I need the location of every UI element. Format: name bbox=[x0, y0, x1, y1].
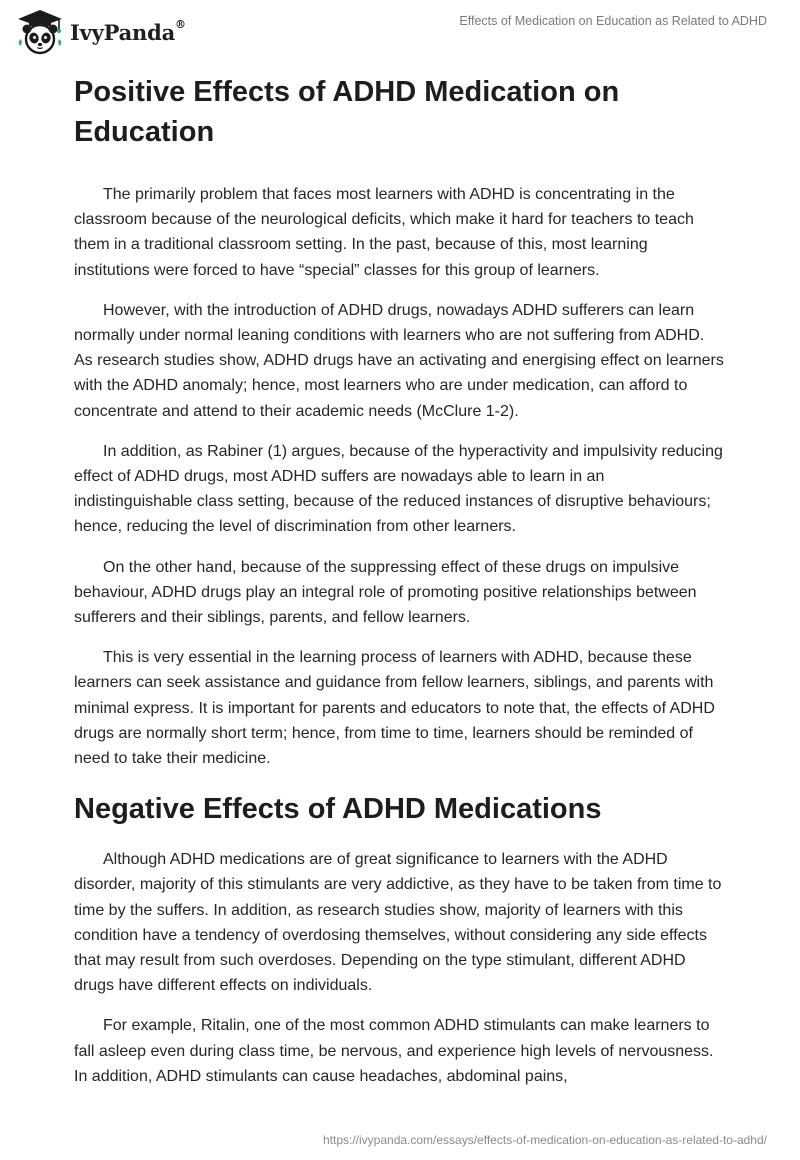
essay-body bbox=[74, 72, 724, 1104]
paragraph: The primarily problem that faces most learners with ADHD is concentrating in the classroom because of the neurological deficits, which make it hard for teachers to teach them in a traditional classroom setting. In the past, because of this, most learning institutions were forced to have “special” classes for this group of learners. bbox=[74, 186, 694, 279]
running-title: Effects of Medication on Education as Related to ADHD bbox=[459, 14, 767, 28]
paragraph: In addition, as Rabiner (1) argues, because of the hyperactivity and impulsivity reducing effect of ADHD drugs, most ADHD suffers are nowadays able to learn in an indistinguishable class setting, because of the reduced instances of disruptive behaviours; hence, reducing the level of discrimination from other learners. bbox=[74, 442, 723, 536]
brand-name: IvyPanda® bbox=[70, 17, 186, 45]
paragraph: This is very essential in the learning process of learners with ADHD, because these learners can seek assistance and guidance from fellow learners, siblings, and parents with minimal express. It is important for parents and educators to note that, the effects of ADHD drugs are normally short term; hence, from time to time, learners should be reminded of need to take their medicine. bbox=[74, 649, 715, 768]
paragraph: However, with the introduction of ADHD drugs, nowadays ADHD sufferers can learn normally under normal leaning conditions with learners who are not suffering from ADHD. As research studies show, ADHD drugs have an activating and energising effect on learners with the ADHD anomaly; hence, most learners who are under medication, can afford to concentrate and attend to their academic needs (McClure 1-2). bbox=[74, 301, 724, 420]
section-heading-positive-effects: Positive Effects of ADHD Medication on Education bbox=[74, 76, 620, 148]
panda-graduate-icon bbox=[14, 8, 66, 56]
page-header bbox=[0, 0, 800, 70]
paragraph: For example, Ritalin, one of the most common ADHD stimulants can make learners to fall asleep even during class time, be nervous, and experience high levels of nervousness. In addition, ADHD stimulants can cause headaches, abdominal pains, bbox=[74, 1017, 714, 1085]
registered-mark: ® bbox=[175, 17, 186, 31]
brand-logo[interactable] bbox=[14, 8, 186, 56]
paragraph: On the other hand, because of the suppressing effect of these drugs on impulsive behaviour, ADHD drugs play an integral role of promoting positive relationships between sufferers and their siblings, parents, and fellow learners. bbox=[74, 558, 697, 627]
section-heading-negative-effects: Negative Effects of ADHD Medications bbox=[74, 793, 602, 826]
source-url-link[interactable]: https://ivypanda.com/essays/effects-of-medication-on-education-as-related-to-adhd/ bbox=[322, 1133, 767, 1147]
paragraph: Although ADHD medications are of great significance to learners with the ADHD disorder, majority of this stimulants are very addictive, as they have to be taken from time to time by the suffers. In addition, as research studies show, majority of learners with this condition have a tendency of overdosing themselves, without considering any side effects that may result from such overdoses. Depending on the type stimulant, different ADHD drugs have different effects on individuals. bbox=[74, 851, 722, 995]
